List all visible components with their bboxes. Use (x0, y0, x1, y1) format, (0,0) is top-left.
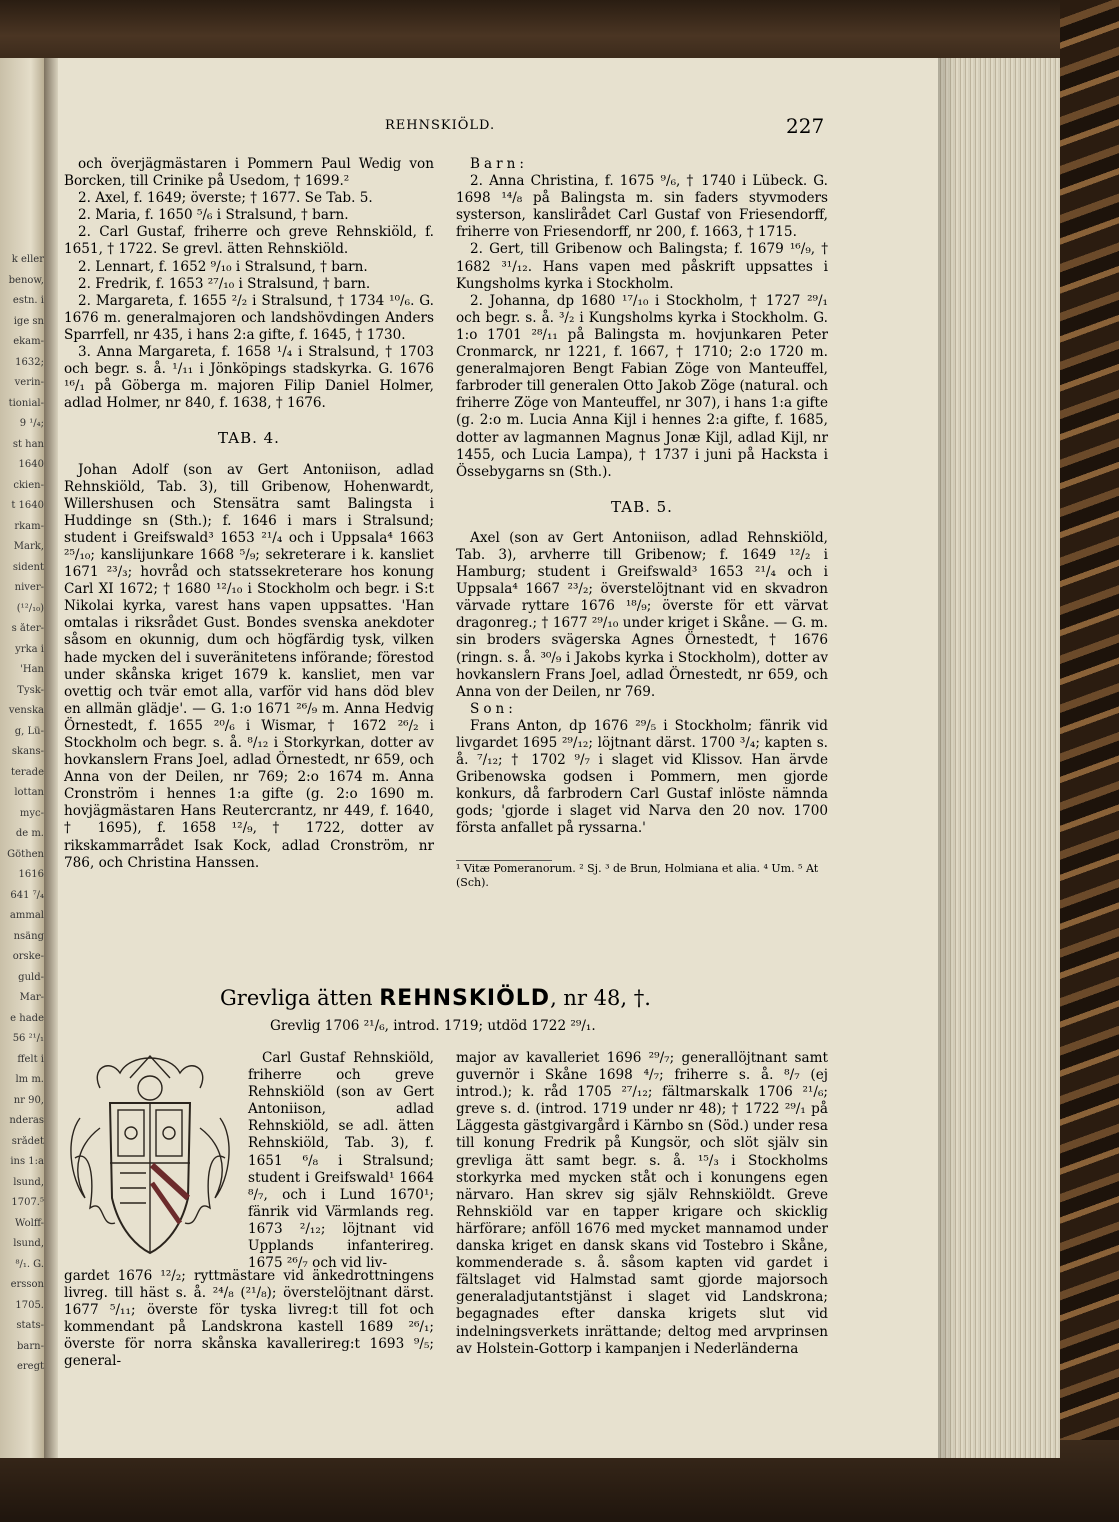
facing-page-fragment: 641 ⁷/₄ (10, 889, 44, 901)
facing-page-fragment: lm m. (15, 1074, 44, 1085)
facing-page-fragment: nderas (9, 1115, 44, 1126)
facing-page-fragment: Wolff- (15, 1217, 44, 1229)
facing-page-fragment: t 1640 (11, 500, 44, 511)
facing-page-fragment: (¹²/₁₀) (16, 602, 44, 614)
right-column (456, 156, 828, 838)
facing-page-fragment: Mark, (13, 541, 44, 552)
paragraph: 2. Fredrik, f. 1653 ²⁷/₁₀ i Stralsund, † barn. (78, 275, 371, 292)
facing-page-fragment: verin- (14, 377, 44, 388)
facing-page-fragment: Tysk- (17, 684, 44, 696)
paragraph: 2. Anna Christina, f. 1675 ⁹/₆, † 1740 i Lübeck. G. 1698 ¹⁴/₈ på Balingsta m. sin faders styvmoders systerson, kanslirådet Carl Gustaf von Friesendorff, friherre von Friesendorff, nr 200, f. 1663, † 1715. (456, 173, 828, 241)
facing-page-fragment: 1632; (15, 356, 44, 368)
page-number: 227 (786, 114, 825, 138)
paragraph-count-right: major av kavalleriet 1696 ²⁹/₇; generallöjtnant samt guvernör i Skåne 1698 ⁴/₇; friherre s. å. ⁸/₇ (ej introd.); k. råd 1705 ²⁷/₁₂; fältmarskalk 1706 ²¹/₆; greve s. d. (introd. 1719 under nr 48); † 1722 ²⁹/₁ på Läggesta gästgivargård i Kärnbo sn (Söd.) under resa till konung Fredrik på Kungsör, och slöt själv sin grevliga ätt samt begr. s. å. ¹⁵/₃ i Stockholms storkyrka med mycken ståt och i konungens egen närvaro. Han skrev sig själv Rehnskiöldt. Greve Rehnskiöld var en tapper krigare och skicklig härförare; anföll 1676 med mycket mannamod under danska kriget en dansk skans vid Tostebro i Skåne, kommenderade s. å. såsom kapten vid gardet i fältslaget vid Halmstad samt gjorde majorsoch generaladjutantstjänst i slaget vid Landskrona; begagnades efter danska krigets slut vid indelningsverkets inrättande; deltog med arvprinsen av Holstein-Gottorp i kampanjen i Nederländerna (456, 1050, 828, 1357)
heading-name: REHNSKIÖLD (379, 986, 551, 1011)
footnote-rule (456, 860, 552, 861)
paragraph-below-coat: gardet 1676 ¹²/₂; ryttmästare vid änkedrottningens livreg. till häst s. å. ²⁴/₈ (²¹/₈); överstelöjtnant därst. 1677 ⁵/₁₁; överste för tyska livreg:t till fot och kommendant på Landskrona kastell 1689 ²⁶/₁; överste för norra skånska kavallerireg:t 1693 ⁹/₅; general- (64, 1268, 434, 1370)
paragraph-beside-coat: Carl Gustaf Rehnskiöld, friherre och greve Rehnskiöld (son av Gert Antoniison, adlad Rehnskiöld, se adl. ätten Rehnskiöld, Tab. 3), f. 1651 ⁶/₈ i Stralsund; student i Greifswald¹ 1664 ⁸/₇, och i Lund 1670¹; fänrik vid Värmlands reg. 1673 ²/₁₂; löjtnant vid Upplands infanterireg. 1675 ²⁶/₇ och vid liv- (248, 1050, 434, 1272)
facing-page-fragment: lottan (14, 787, 44, 798)
facing-page-fragment: barn- (17, 1340, 44, 1352)
facing-page-fragment: venska (8, 705, 44, 716)
edge-shadow (938, 58, 956, 1458)
facing-page-fragment: Mar- (19, 992, 44, 1003)
section-title-tab5: TAB. 5. (611, 497, 673, 516)
facing-page-fragment: ins 1:a (10, 1156, 44, 1167)
paragraph: 2. Johanna, dp 1680 ¹⁷/₁₀ i Stockholm, † 1727 ²⁹/₁ och begr. s. å. ³/₂ i Kungsholms kyrka i Stockholm. G. 1:o 1701 ²⁸/₁₁ på Balingsta m. hovjunkaren Peter Cronmarck, nr 1221, f. 1667, † 1710; 2:o 1720 m. generalmajoren Bengt Fabian Zöge von Manteuffel, farbroder till generalen Otto Jakob Zöge (natural. och friherre Zöge von Manteuffel, nr 307), i hans 1:a gifte (g. 2:o m. Lucia Anna Kijl i hennes 2:a gifte, f. 1685, dotter av lagmannen Magnus Jonæ Kijl, adlad Kijl, nr 1455, och Lucia Lampa), † 1737 i juni på Hacksta i Össebygarns sn (Sth.). (456, 292, 828, 480)
paragraph-son: Frans Anton, dp 1676 ²⁹/₅ i Stockholm; fänrik vid livgardet 1695 ²⁹/₁₂; löjtnant därst. 1700 ³/₄; kapten s. å. ⁷/₁₂; † 1702 ⁹/₇ i slaget vid Klissov. Han ärvde Gribenowska godsen i Pommern, men gjorde konkurs, då farbrodern Carl Gustaf inlöste nämnda gods; 'gjorde i slaget vid Narva den 20 nov. 1700 första anfallet på ryssarna.' (456, 717, 828, 837)
marbled-cover-edge (1060, 0, 1119, 1522)
below-coat-text (64, 1268, 434, 1371)
facing-page-fragment: de m. (15, 828, 44, 839)
facing-page-fragment: k eller (11, 254, 44, 265)
paragraph: 3. Anna Margareta, f. 1658 ¹/₄ i Stralsund, † 1703 och begr. s. å. ¹/₁₁ i Jönköpings stadskyrka. G. 1676 ¹⁶/₁ på Göberga m. majoren Filip Daniel Holmer, adlad Holmer, nr 840, f. 1638, † 1676. (64, 344, 434, 412)
footnotes: ¹ Vitæ Pomeranorum. ² Sj. ³ de Brun, Holmiana et alia. ⁴ Um. ⁵ At (Sch). (456, 862, 819, 889)
facing-page-fragment: 1707.⁵ (11, 1197, 44, 1208)
facing-page-fragment: tionial- (8, 397, 44, 409)
facing-page-fragment: Göthen (7, 848, 44, 860)
section-subheading: Grevlig 1706 ²¹/₆, introd. 1719; utdöd 1722 ²⁹/₁. (270, 1018, 596, 1034)
facing-page-fragment: 1640 (18, 459, 44, 470)
facing-page-fragment: rkam- (14, 520, 44, 532)
facing-page-fragment: lsund, (13, 1176, 44, 1188)
heading-prefix: Grevliga ätten (220, 986, 373, 1010)
facing-page-fragment: ige sn (13, 315, 44, 327)
facing-page-fragment: s åter- (11, 623, 44, 634)
running-head: REHNSKIÖLD. (385, 118, 496, 133)
facing-page-fragment: terade (11, 766, 44, 778)
facing-page-fragment: estn. i (12, 295, 44, 306)
facing-page-fragment: nsäng (13, 930, 44, 942)
facing-page-fragment: benow, (8, 274, 44, 286)
facing-page-fragment: 56 ²¹/₁ (12, 1033, 44, 1044)
facing-page-fragment: 'Han (20, 664, 44, 675)
facing-page-fragment: e hade (10, 1012, 44, 1024)
facing-page-fragment: skans- (11, 746, 44, 757)
facing-page-fragment: ffelt i (17, 1053, 44, 1065)
facing-page-fragment: 9 ¹/₄; (19, 418, 44, 429)
facing-page-fragment: ckien- (13, 479, 44, 491)
facing-page-fragment: yrka i (15, 643, 44, 655)
paragraph: 2. Gert, till Gribenow och Balingsta; f. 1679 ¹⁶/₉, † 1682 ³¹/₁₂. Hans vapen med påskrift uppsattes i Kungsholms kyrka i Stockholm. (456, 241, 828, 292)
count-right-column (456, 1050, 828, 1358)
page-edges (938, 58, 1060, 1458)
coat-of-arms-icon (60, 1048, 240, 1268)
facing-page-fragment: guld- (18, 971, 44, 983)
facing-page-fragment: st han (12, 438, 44, 450)
book-cover-top (0, 0, 1119, 60)
facing-page-fragment: eregt (16, 1361, 44, 1372)
facing-page-fragment: 1705. (15, 1299, 44, 1311)
paragraph: 2. Carl Gustaf, friherre och greve Rehnskiöld, f. 1651, † 1722. Se grevl. ätten Rehnskiöld. (64, 224, 434, 258)
facing-page-fragment: nr 90, (13, 1094, 44, 1106)
facing-page-fragment: ammal (9, 910, 44, 921)
paragraph: 2. Maria, f. 1650 ⁵/₆ i Stralsund, † barn. (78, 207, 349, 224)
section-title-tab4: TAB. 4. (218, 429, 280, 448)
paragraph: 2. Axel, f. 1649; överste; † 1677. Se Tab. 5. (78, 190, 373, 207)
facing-page-fragment: ⁸/₁. G. (15, 1258, 44, 1270)
left-column (64, 156, 434, 872)
facing-page-fragment: ersson (10, 1279, 44, 1290)
facing-page-fragment: g, Lü- (14, 725, 44, 737)
book-gutter (44, 58, 58, 1458)
paragraph-tab5: Axel (son av Gert Antoniison, adlad Rehnskiöld, Tab. 3), arvherre till Gribenow; f. 1649 ¹²/₂ i Hamburg; student i Greifswald³ 1653 ²¹/₄ och i Uppsala⁴ 1667 ²³/₂; överstelöjtnant vid en skvadron värvade ryttare 1676 ¹⁸/₉; överste för ett värvat dragonreg.; † 1677 ²⁹/₁₀ under kriget i Skåne. — G. m. sin broders svägerska Agnes Örnestedt, † 1676 (ringn. s. å. ³⁰/₉ i Jakobs kyrka i Stockholm), dotter av hovkanslern Frans Joel, adlad Örnestedt, nr 659, och Anna von der Deilen, nr 769. (456, 529, 828, 700)
paragraph: 2. Lennart, f. 1652 ⁹/₁₀ i Stralsund, † barn. (78, 258, 368, 275)
section-heading (220, 986, 651, 1011)
heading-suffix: , nr 48, †. (550, 986, 651, 1010)
facing-page-fragment: niver- (14, 582, 44, 593)
facing-page (0, 58, 44, 1458)
paragraph: 2. Margareta, f. 1655 ²/₂ i Stralsund, † 1734 ¹⁰/₆. G. 1676 m. generalmajoren och landshövdingen Anders Sparrfell, nr 435, i hans 2:a gifte, f. 1645, † 1730. (64, 292, 434, 343)
paragraph: och överjägmästaren i Pommern Paul Wedig von Borcken, till Crinike på Usedom, † 1699.² (64, 156, 434, 190)
facing-page-fragment: orske- (12, 951, 44, 962)
facing-page-fragment: sident (12, 561, 44, 573)
facing-page-fragment: srådet (11, 1135, 44, 1147)
facing-page-fragment: ekam- (13, 336, 44, 347)
facing-page-fragment: myc- (19, 807, 44, 819)
coat-side-text (248, 1050, 434, 1272)
facing-page-fragment: 1616 (18, 869, 44, 880)
barn-label: Barn: (470, 156, 528, 172)
paragraph-tab4: Johan Adolf (son av Gert Antoniison, adlad Rehnskiöld, Tab. 3), till Gribenow, Hohenwardt, Willershusen och Stensätra samt Balingsta i Huddinge sn (Sth.); f. 1646 i mars i Stralsund; student i Greifswald³ 1653 ²¹/₄ och i Uppsala⁴ 1663 ²⁵/₁₀; kanslijunkare 1668 ⁵/₉; sekreterare i k. kansliet 1671 ²³/₃; hovråd och statssekreterare hos konung Carl XI 1672; † 1680 ¹²/₁₀ i Stockholm och begr. i S:t Nikolai kyrka, varest hans vapen uppsattes. 'Han omtalas i riksrådet Gust. Bondes svenska anekdoter såsom en okunnig, dum och högfärdig tysk, vilken hade mycken del i suveränitetens införande; förestod under skånska kriget 1679 k. kansliet, men var ovettig och tvär emot alla, varför vid hans död blev en allmän glädje'. — G. 1:o 1671 ²⁶/₉ m. Anna Hedvig Örnestedt, f. 1655 ²⁰/₆ i Wismar, † 1672 ²⁶/₂ i Stockholm och begr. s. å. ⁸/₁₂ i Storkyrkan, dotter av hovkanslern Frans Joel, adlad Örnestedt, nr 659, och Anna von der Deilen, nr 769; 2:o 1674 m. Anna Cronström i hennes 1:a gifte (g. 2:o 1690 m. hovjägmästaren Hans Reutercrantz, nr 449, f. 1640, † 1695), f. 1658 ¹²/₉, † 1722, dotter av rikskammarrådet Isak Kock, adlad Cronström, nr 786, och Christina Hanssen. (64, 461, 434, 871)
son-label: Son: (470, 700, 517, 717)
facing-page-fragment: lsund, (13, 1238, 44, 1249)
facing-page-fragment: stats- (16, 1320, 44, 1331)
